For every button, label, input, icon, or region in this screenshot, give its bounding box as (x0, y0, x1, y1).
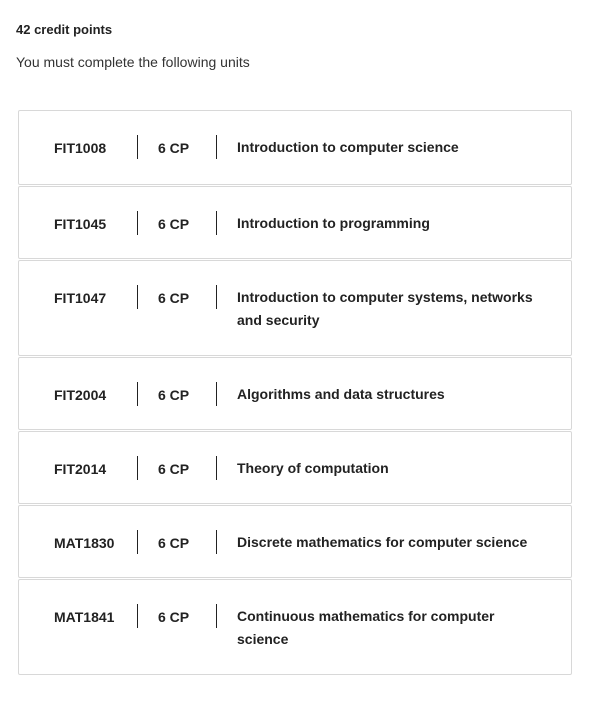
unit-credit-points: 6 CP (158, 535, 190, 551)
divider (216, 135, 217, 159)
unit-credit-points: 6 CP (158, 290, 190, 306)
unit-credit-points: 6 CP (158, 387, 190, 403)
unit-title: Continuous mathematics for computer science (237, 608, 495, 647)
unit-row-mat1830[interactable] (18, 505, 572, 578)
unit-title: Theory of computation (237, 460, 389, 476)
unit-row-fit2014[interactable] (18, 431, 572, 504)
divider (137, 285, 138, 309)
unit-code: FIT1045 (54, 216, 107, 232)
unit-row-mat1841[interactable] (18, 579, 572, 675)
unit-row-fit1047[interactable] (18, 260, 572, 356)
unit-title: Discrete mathematics for computer science (237, 534, 528, 550)
unit-list (18, 110, 572, 676)
divider (137, 211, 138, 235)
unit-row-fit1045[interactable] (18, 186, 572, 259)
divider (137, 604, 138, 628)
divider (216, 211, 217, 235)
divider (137, 135, 138, 159)
unit-code: FIT2004 (54, 387, 107, 403)
unit-title: Introduction to computer science (237, 139, 459, 155)
instruction-text: You must complete the following units (16, 54, 250, 70)
divider (216, 530, 217, 554)
divider (216, 382, 217, 406)
credit-points-heading: 42 credit points (16, 22, 113, 37)
unit-code: FIT1008 (54, 140, 107, 156)
unit-credit-points: 6 CP (158, 461, 190, 477)
unit-title: Algorithms and data structures (237, 386, 445, 402)
unit-credit-points: 6 CP (158, 216, 190, 232)
unit-title: Introduction to programming (237, 215, 430, 231)
divider (216, 456, 217, 480)
divider (216, 285, 217, 309)
unit-code: FIT1047 (54, 290, 107, 306)
unit-credit-points: 6 CP (158, 609, 190, 625)
unit-code: FIT2014 (54, 461, 107, 477)
unit-row-fit1008[interactable] (18, 110, 572, 185)
unit-title: Introduction to computer systems, networks and security (237, 289, 533, 328)
divider (216, 604, 217, 628)
unit-row-fit2004[interactable] (18, 357, 572, 430)
divider (137, 382, 138, 406)
divider (137, 530, 138, 554)
unit-credit-points: 6 CP (158, 140, 190, 156)
unit-code: MAT1841 (54, 609, 115, 625)
unit-code: MAT1830 (54, 535, 115, 551)
divider (137, 456, 138, 480)
